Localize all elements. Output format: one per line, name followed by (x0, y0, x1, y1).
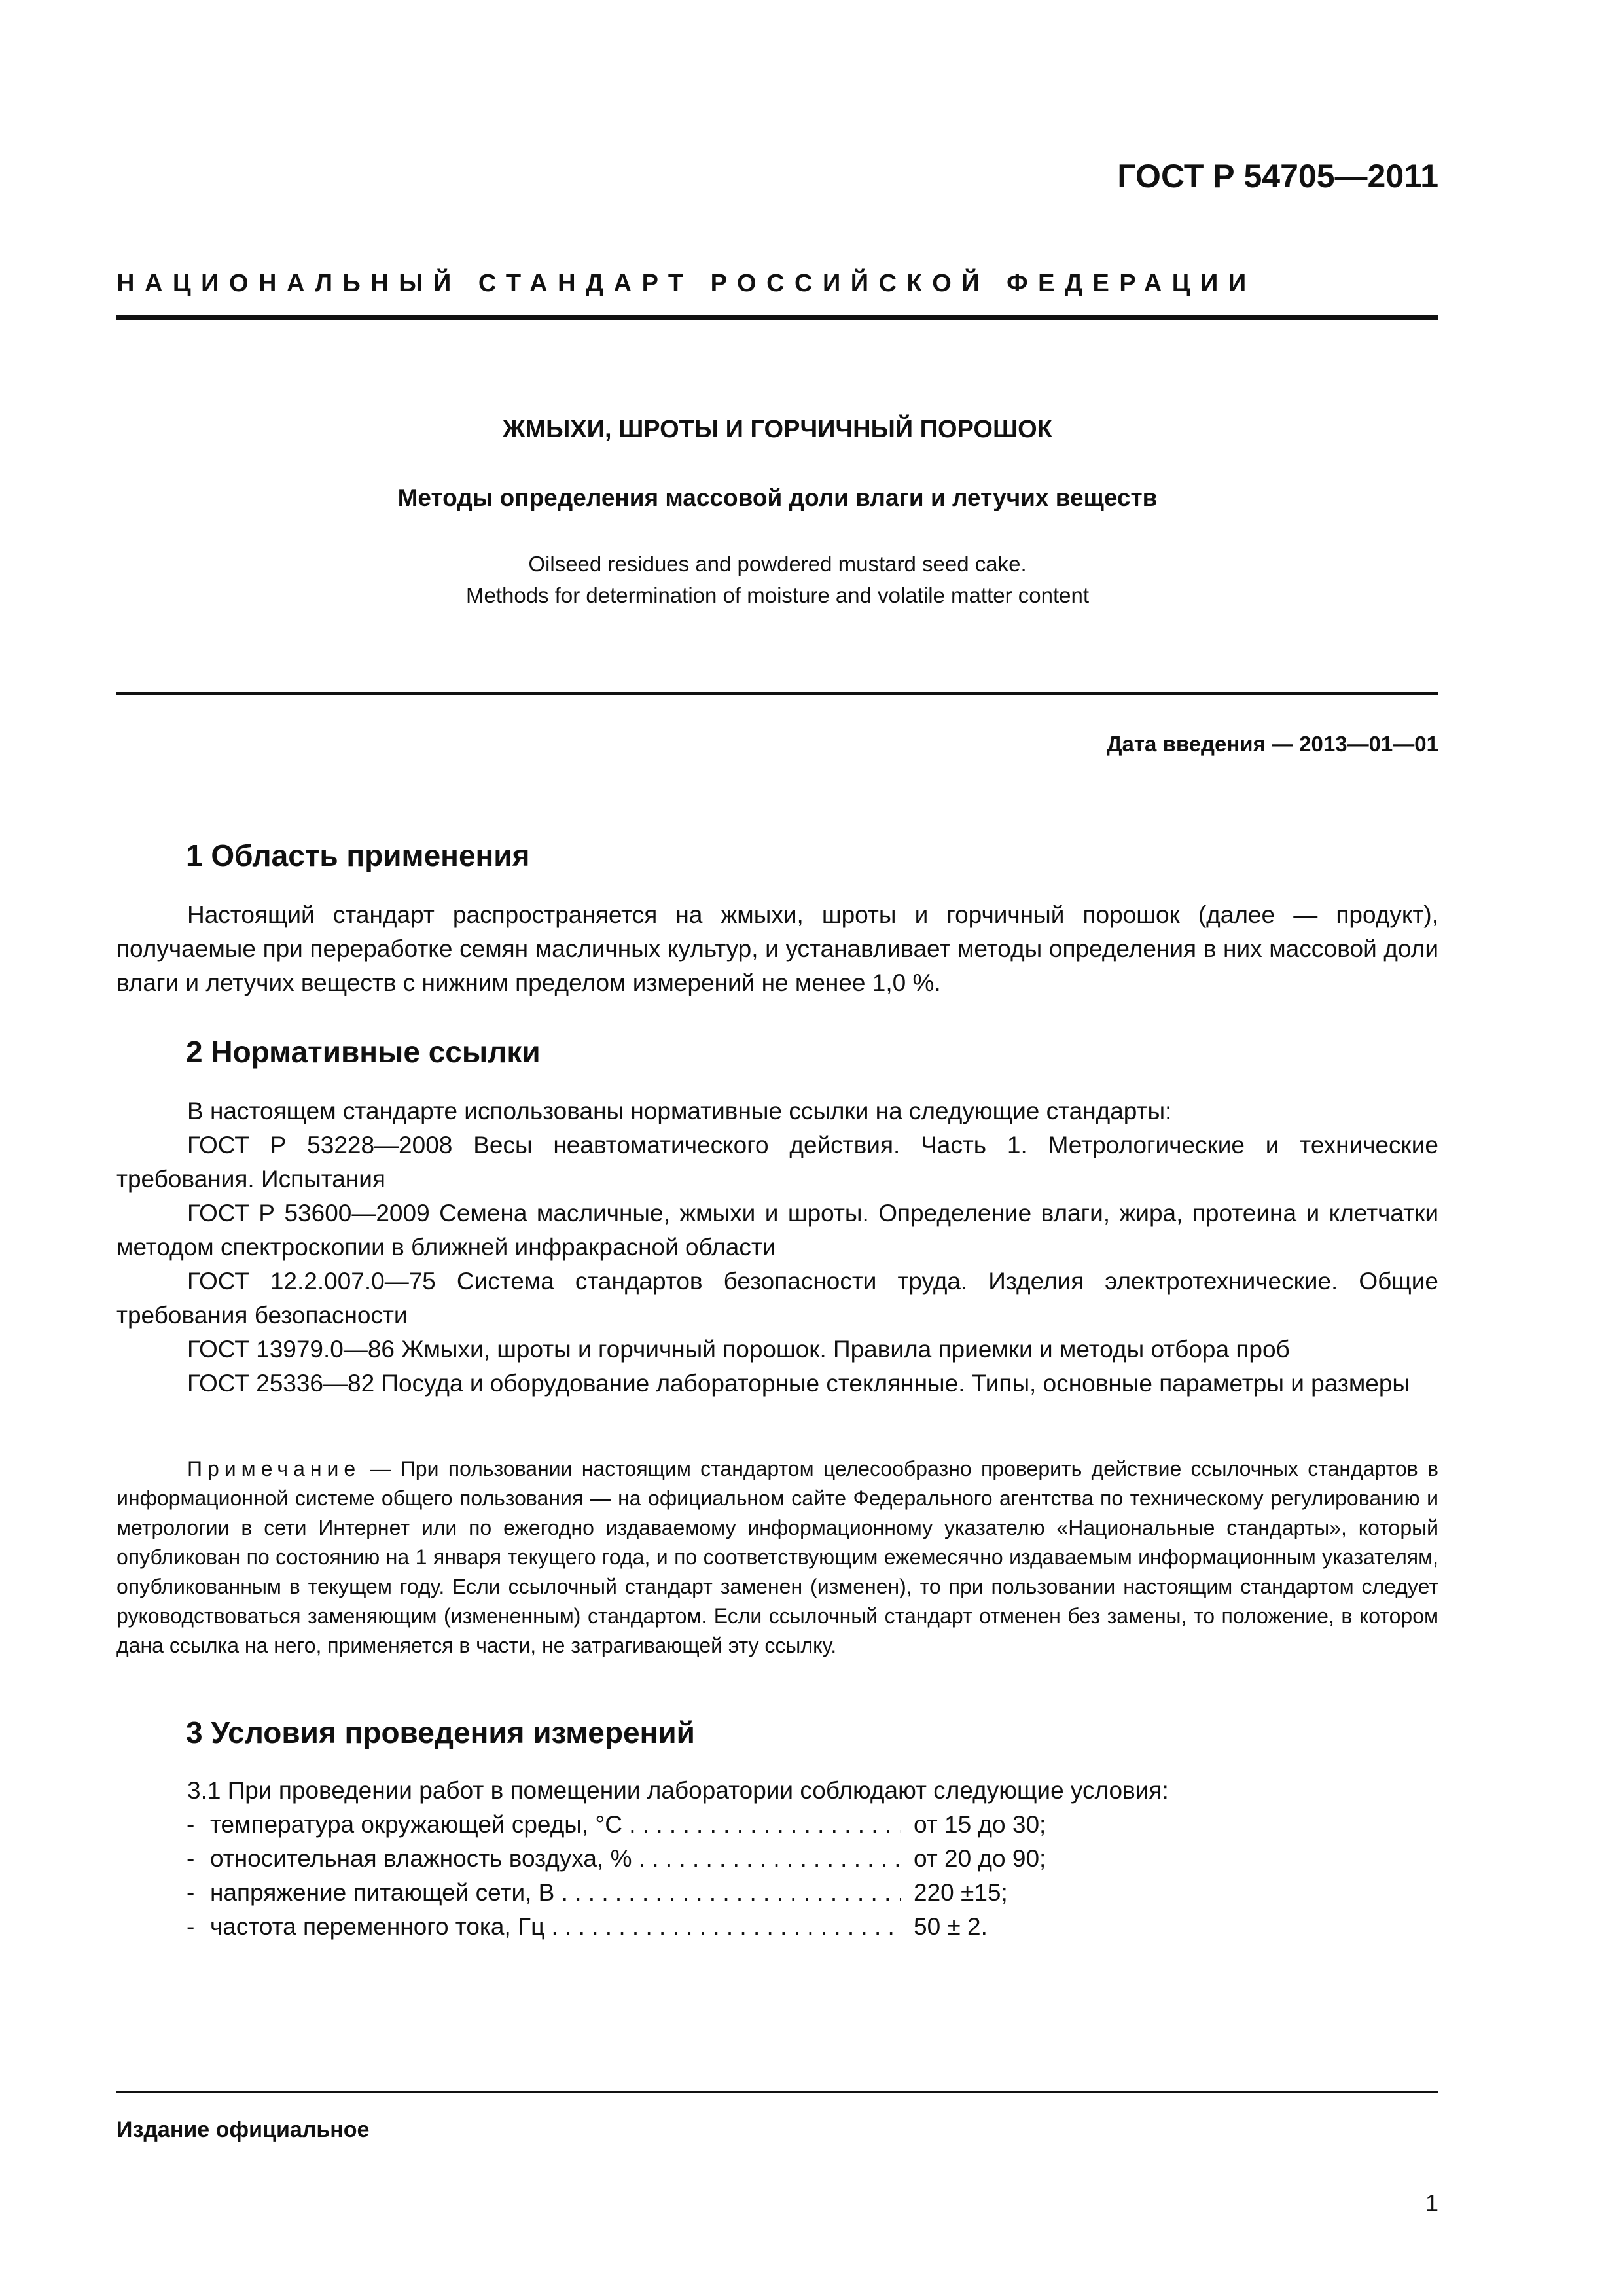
reference-item: ГОСТ 12.2.007.0—75 Система стандартов безопасности труда. Изделия электротехнические. Общие требования безопасности (116, 1268, 1438, 1329)
note-text: — При пользовании настоящим стандартом целесообразно проверить действие ссылочных стандартов в информационной системе общего пользования — на официальном сайте Федерального агентства по техническому регулированию и метрологии в сети Интернет или по ежегодно издаваемому информационному указателю «Национальные стандарты», который опубликован по состоянию на 1 января текущего года, и по соответствующим ежемесячно издаваемым информационным указателям, опубликованным в текущем году. Если ссылочный стандарт заменен (изменен), то при пользовании настоящим стандартом следует руководствоваться заменяющим (измененным) стандартом. Если ссылочный стандарт отменен без замены, то положение, в котором дана ссылка на него, применяется в части, не затрагивающей эту ссылку. (116, 1457, 1439, 1657)
section-2-heading: 2 Нормативные ссылки (186, 1035, 541, 1069)
national-standard-header: НАЦИОНАЛЬНЫЙ СТАНДАРТ РОССИЙСКОЙ ФЕДЕРАЦИИ (116, 270, 1257, 297)
condition-row: - температура окружающей среды, °С . . . от 15 до 30; (187, 1808, 1046, 1842)
document-subtitle: Методы определения массовой доли влаги и летучих веществ (397, 484, 1158, 511)
footer-rule (116, 2091, 1438, 2093)
section-3-body (116, 1774, 1438, 1808)
reference-item: ГОСТ 25336—82 Посуда и оборудование лабораторные стеклянные. Типы, основные параметры и размеры (187, 1370, 1410, 1397)
condition-value: от 15 до 30; (914, 1811, 1046, 1838)
condition-row: - относительная влажность воздуха, % . . . от 20 до 90; (187, 1842, 1046, 1876)
title-rule (116, 692, 1438, 695)
condition-value: 220 ±15; (914, 1879, 1008, 1906)
references-intro: В настоящем стандарте использованы нормативные ссылки на следующие стандарты: (187, 1098, 1172, 1124)
document-title: ЖМЫХИ, ШРОТЫ И ГОРЧИЧНЫЙ ПОРОШОК (503, 416, 1052, 443)
official-edition-label: Издание официальное (116, 2117, 370, 2142)
reference-item: ГОСТ 13979.0—86 Жмыхи, шроты и горчичный порошок. Правила приемки и методы отбора проб (187, 1336, 1290, 1363)
conditions-intro: 3.1 При проведении работ в помещении лаборатории соблюдают следующие условия: (187, 1777, 1169, 1804)
references-note (116, 1454, 1438, 1660)
condition-row: - частота переменного тока, Гц . . . 50 ± 2. (187, 1910, 1046, 1944)
section-3-heading: 3 Условия проведения измерений (186, 1715, 695, 1749)
condition-label: напряжение питающей сети, В . . . (210, 1876, 901, 1910)
condition-value: 50 ± 2. (914, 1913, 988, 1940)
page-number: 1 (1425, 2189, 1438, 2216)
conditions-list (187, 1808, 1046, 1944)
section-1-text: Настоящий стандарт распространяется на жмыхи, шроты и горчичный порошок (далее — продукт), получаемые при переработке семян масличных культур, и устанавливает методы определения в них массовой доли влаги и летучих веществ с нижним пределом измерений не менее 1,0 %. (116, 901, 1438, 996)
reference-item: ГОСТ Р 53600—2009 Семена масличные, жмыхи и шроты. Определение влаги, жира, протеина и клетчатки методом спектроскопии в ближней инфракрасной области (116, 1200, 1438, 1261)
english-title-line-2: Methods for determination of moisture and volatile matter content (466, 583, 1089, 607)
condition-label: температура окружающей среды, °С . . . (210, 1808, 901, 1842)
section-1-heading: 1 Область применения (186, 838, 530, 872)
note-label: Примечание (187, 1457, 361, 1480)
introduction-date: Дата введения — 2013—01—01 (1107, 732, 1438, 756)
english-title-line-1: Oilseed residues and powdered mustard seed cake. (528, 552, 1027, 576)
section-1-body (116, 898, 1438, 1000)
condition-label: относительная влажность воздуха, % . . . (210, 1842, 901, 1876)
condition-value: от 20 до 90; (914, 1845, 1046, 1872)
english-title (116, 548, 1438, 611)
header-rule (116, 315, 1438, 320)
condition-label: частота переменного тока, Гц . . . (210, 1910, 901, 1944)
section-2-body (116, 1094, 1438, 1401)
standard-number: ГОСТ Р 54705—2011 (1117, 158, 1438, 194)
condition-row: - напряжение питающей сети, В . . . 220 ±15; (187, 1876, 1046, 1910)
reference-item: ГОСТ Р 53228—2008 Весы неавтоматического действия. Часть 1. Метрологические и технические требования. Испытания (116, 1132, 1438, 1193)
